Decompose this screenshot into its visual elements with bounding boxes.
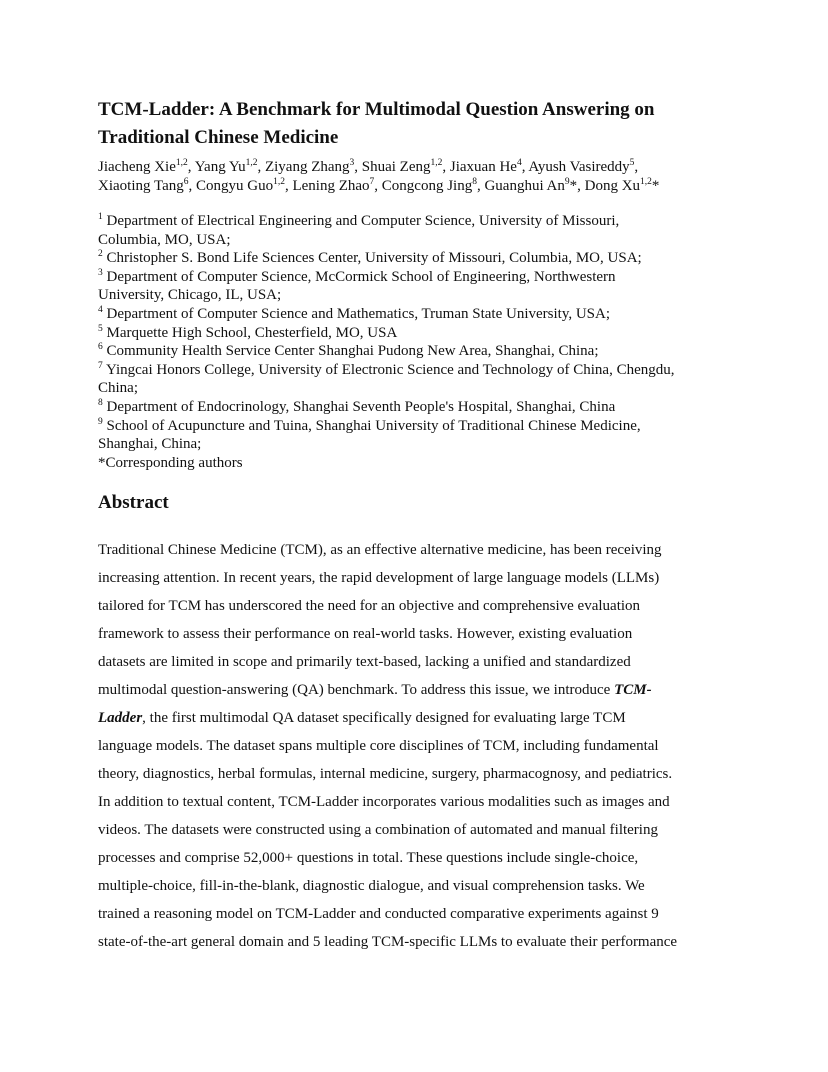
abstract-line: state-of-the-art general domain and 5 leading TCM-specific LLMs to evaluate their performance [98,934,678,950]
author: Congyu Guo$^{1,2}$, [196,177,293,194]
dataset-name-emphasis: Ladder [98,710,143,726]
affiliation: $^9$ School of Acupuncture and Tuina, Shanghai University of Traditional Chinese Medicine, Shanghai, China; [98,416,641,453]
title-line: Traditional Chinese Medicine [98,127,339,148]
dataset-name-emphasis: TCM- [614,682,652,698]
author: Ayush Vasireddy$^5$, [528,158,639,175]
abstract-line: increasing attention. In recent years, the rapid development of large language models (LLMs) [98,570,660,586]
author: Jiaxuan He$^4$, [449,158,529,175]
affiliation: $^6$ Community Health Service Center Shanghai Pudong New Area, Shanghai, China; [98,342,599,360]
author: Yang Yu$^{1,2}$, [194,158,265,175]
affiliation-list [98,212,738,472]
abstract-line: language models. The dataset spans multiple core disciplines of TCM, including fundamental [98,738,659,754]
abstract-line: videos. The datasets were constructed using a combination of automated and manual filtering [98,822,658,838]
author: Dong Xu$^{1,2}$* [584,177,660,194]
affiliation: $^3$ Department of Computer Science, McCormick School of Engineering, Northwestern University, Chicago, IL, USA; [98,267,616,304]
affiliation: $^2$ Christopher S. Bond Life Sciences Center, University of Missouri, Columbia, MO, USA; [98,249,642,267]
affiliation: $^4$ Department of Computer Science and Mathematics, Truman State University, USA; [98,304,611,322]
abstract-body [98,536,738,956]
abstract-heading: Abstract [98,492,169,513]
abstract-line: datasets are limited in scope and primarily text-based, lacking a unified and standardized [98,654,631,670]
author-list [98,158,738,196]
title-line: TCM-Ladder: A Benchmark for Multimodal Question Answering on [98,99,655,120]
abstract-line: framework to assess their performance on real-world tasks. However, existing evaluation [98,626,633,642]
abstract-line: Ladder, the first multimodal QA dataset specifically designed for evaluating large TCM [98,710,626,726]
abstract-line: processes and comprise 52,000+ questions in total. These questions include single-choice, [98,850,639,866]
author-line [98,158,738,177]
author: Shuai Zeng$^{1,2}$, [361,158,450,175]
abstract-line: multiple-choice, fill-in-the-blank, diagnostic dialogue, and visual comprehension tasks. We [98,878,645,894]
author: Jiacheng Xie$^{1,2}$, [98,158,195,175]
abstract-line: tailored for TCM has underscored the need for an objective and comprehensive evaluation [98,598,641,614]
author: Congcong Jing$^8$, [381,177,485,194]
corresponding-note: *Corresponding authors [98,454,243,471]
author: Guanghui An$^9$*, [484,177,585,194]
affiliation: $^1$ Department of Electrical Engineering and Computer Science, University of Missouri, Columbia, MO, USA; [98,212,620,248]
affiliation: $^7$ Yingcai Honors College, University of Electronic Science and Technology of China, Chengdu, China; [98,360,675,397]
author: Lening Zhao$^7$, [292,177,382,194]
author: Xiaoting Tang$^6$, [98,177,196,194]
abstract-line: theory, diagnostics, herbal formulas, internal medicine, surgery, pharmacognosy, and pediatrics. [98,766,673,782]
affiliation: $^8$ Department of Endocrinology, Shanghai Seventh People's Hospital, Shanghai, China [98,397,616,415]
abstract-line: multimodal question-answering (QA) benchmark. To address this issue, we introduce TCM- [98,682,652,698]
abstract-line: In addition to textual content, TCM-Ladder incorporates various modalities such as images and [98,794,670,810]
abstract-line: Traditional Chinese Medicine (TCM), as an effective alternative medicine, has been receiving [98,542,662,558]
author: Ziyang Zhang$^3$, [264,158,362,175]
author-line [98,177,738,196]
abstract-line: trained a reasoning model on TCM-Ladder and conducted comparative experiments against 9 [98,906,659,922]
affiliation: $^5$ Marquette High School, Chesterfield, MO, USA [98,323,398,341]
paper-title [98,96,738,152]
